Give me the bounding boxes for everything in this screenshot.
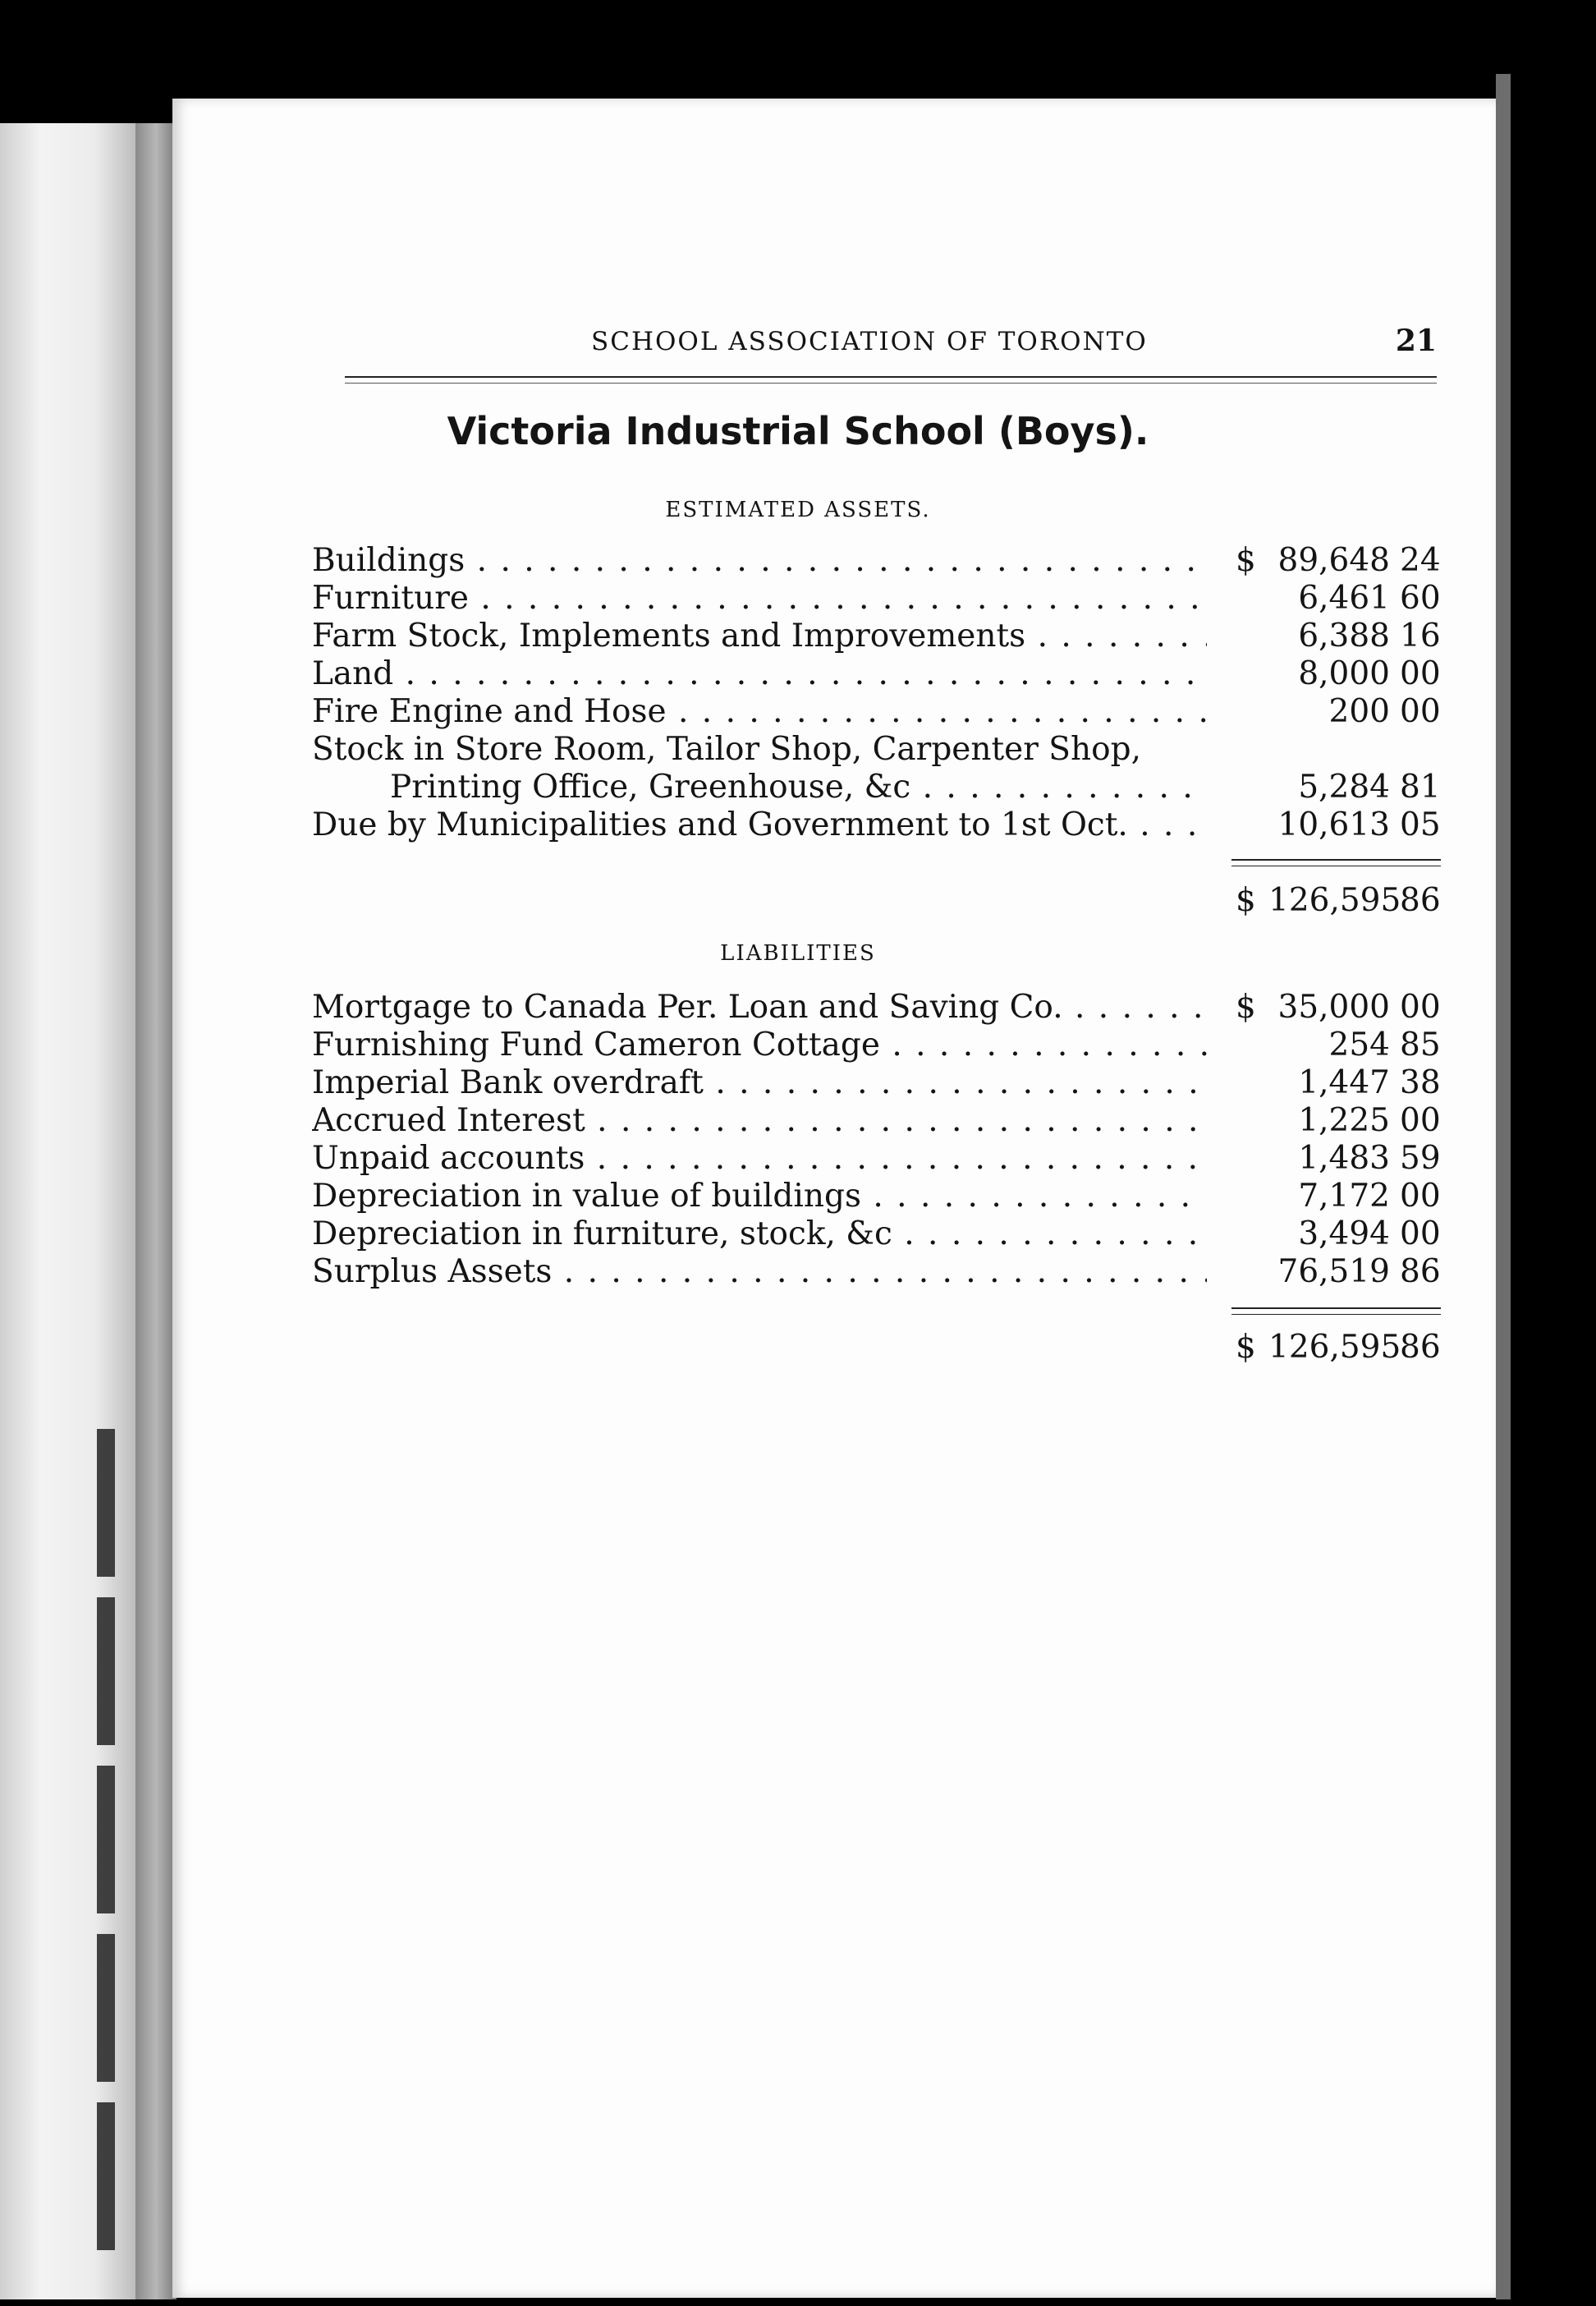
dollar-sign: $ bbox=[1236, 542, 1256, 579]
asset-row bbox=[312, 580, 1453, 618]
liability-cents: 59 bbox=[1400, 1140, 1441, 1177]
liability-amount: 7,172 bbox=[1298, 1178, 1390, 1215]
liability-amount: 35,000 bbox=[1277, 989, 1390, 1026]
liability-row bbox=[312, 989, 1453, 1027]
liabilities-table bbox=[312, 989, 1453, 1291]
asset-amount: 6,388 bbox=[1298, 618, 1390, 655]
liability-cents: 00 bbox=[1400, 1215, 1441, 1252]
liability-row bbox=[312, 1253, 1453, 1291]
page-title: Victoria Industrial School (Boys). bbox=[447, 409, 1149, 453]
asset-row bbox=[312, 655, 1453, 693]
liability-amount: 76,519 bbox=[1277, 1253, 1390, 1290]
liabilities-total-amount: 126,595 bbox=[1268, 1329, 1401, 1366]
asset-cents: 81 bbox=[1400, 769, 1441, 806]
assets-sum-rule bbox=[1231, 859, 1441, 861]
asset-label: Furniture . . . bbox=[312, 580, 1207, 618]
liabilities-sum-rule-thin bbox=[1231, 1314, 1441, 1315]
asset-cents: 00 bbox=[1400, 693, 1441, 730]
liability-label: Furnishing Fund Cameron Cottage . . . bbox=[312, 1027, 1207, 1064]
liability-amount: 1,483 bbox=[1298, 1140, 1390, 1177]
running-head-title: SCHOOL ASSOCIATION OF TORONTO bbox=[591, 327, 1148, 356]
asset-label: Land . . . bbox=[312, 655, 1207, 693]
running-head bbox=[345, 324, 1437, 368]
liability-row bbox=[312, 1027, 1453, 1064]
liability-cents: 00 bbox=[1400, 1178, 1441, 1215]
liability-label: Surplus Assets . . . bbox=[312, 1253, 1207, 1291]
asset-row bbox=[312, 542, 1453, 580]
asset-label: Farm Stock, Implements and Improvements . . . bbox=[312, 618, 1207, 655]
liability-row bbox=[312, 1178, 1453, 1215]
liabilities-sum-rule bbox=[1231, 1307, 1441, 1309]
header-rule-thin bbox=[345, 383, 1437, 384]
liability-row bbox=[312, 1102, 1453, 1140]
show-through-texture bbox=[312, 1413, 1453, 2152]
liability-cents: 00 bbox=[1400, 1102, 1441, 1139]
liability-cents: 85 bbox=[1400, 1027, 1441, 1063]
liability-cents: 38 bbox=[1400, 1064, 1441, 1101]
asset-label: Stock in Store Room, Tailor Shop, Carpenter Shop, bbox=[312, 731, 1141, 768]
asset-amount: 10,613 bbox=[1277, 806, 1390, 843]
liability-row bbox=[312, 1140, 1453, 1178]
liability-label: Accrued Interest . . . bbox=[312, 1102, 1207, 1140]
asset-row bbox=[312, 618, 1453, 655]
asset-label: Printing Office, Greenhouse, &c . . . bbox=[390, 769, 1207, 806]
liability-amount: 1,447 bbox=[1298, 1064, 1390, 1101]
asset-cents: 05 bbox=[1400, 806, 1441, 843]
assets-total-cents: 86 bbox=[1400, 882, 1441, 919]
asset-cents: 60 bbox=[1400, 580, 1441, 617]
liability-amount: 3,494 bbox=[1298, 1215, 1390, 1252]
asset-row bbox=[312, 731, 1453, 769]
liability-amount: 1,225 bbox=[1298, 1102, 1390, 1139]
asset-cents: 00 bbox=[1400, 655, 1441, 692]
liability-label: Depreciation in value of buildings . . . bbox=[312, 1178, 1207, 1215]
liability-cents: 00 bbox=[1400, 989, 1441, 1026]
liability-label: Unpaid accounts . . . bbox=[312, 1140, 1207, 1178]
asset-row bbox=[312, 693, 1453, 731]
dollar-sign: $ bbox=[1236, 1329, 1256, 1366]
asset-amount: 200 bbox=[1328, 693, 1390, 730]
liability-row bbox=[312, 1064, 1453, 1102]
assets-total bbox=[312, 882, 1453, 920]
asset-amount: 8,000 bbox=[1298, 655, 1390, 692]
assets-table bbox=[312, 542, 1453, 844]
liability-label: Depreciation in furniture, stock, &c . . . bbox=[312, 1215, 1207, 1253]
asset-row bbox=[312, 806, 1453, 844]
dollar-sign: $ bbox=[1236, 989, 1256, 1026]
page-edge-shadow bbox=[1496, 74, 1511, 2299]
liabilities-total bbox=[312, 1329, 1453, 1367]
assets-heading: ESTIMATED ASSETS. bbox=[665, 498, 931, 522]
header-rule bbox=[345, 376, 1437, 378]
binding-stitches bbox=[97, 1429, 115, 2267]
asset-amount: 5,284 bbox=[1298, 769, 1390, 806]
asset-amount: 6,461 bbox=[1298, 580, 1390, 617]
page-number: 21 bbox=[1395, 324, 1437, 358]
dollar-sign: $ bbox=[1236, 882, 1256, 919]
asset-label: Due by Municipalities and Government to 1st Oct. . . . bbox=[312, 806, 1207, 844]
asset-label: Buildings . . . bbox=[312, 542, 1207, 580]
asset-amount: 89,648 bbox=[1277, 542, 1390, 579]
liability-row bbox=[312, 1215, 1453, 1253]
assets-total-amount: 126,595 bbox=[1268, 882, 1401, 919]
liability-amount: 254 bbox=[1328, 1027, 1390, 1063]
asset-row bbox=[312, 769, 1453, 806]
asset-cents: 24 bbox=[1400, 542, 1441, 579]
liability-cents: 86 bbox=[1400, 1253, 1441, 1290]
liability-label: Mortgage to Canada Per. Loan and Saving Co. . . . bbox=[312, 989, 1207, 1027]
asset-label: Fire Engine and Hose . . . bbox=[312, 693, 1207, 731]
liability-label: Imperial Bank overdraft . . . bbox=[312, 1064, 1207, 1102]
liabilities-total-cents: 86 bbox=[1400, 1329, 1441, 1366]
asset-cents: 16 bbox=[1400, 618, 1441, 655]
liabilities-heading: LIABILITIES bbox=[720, 941, 876, 966]
